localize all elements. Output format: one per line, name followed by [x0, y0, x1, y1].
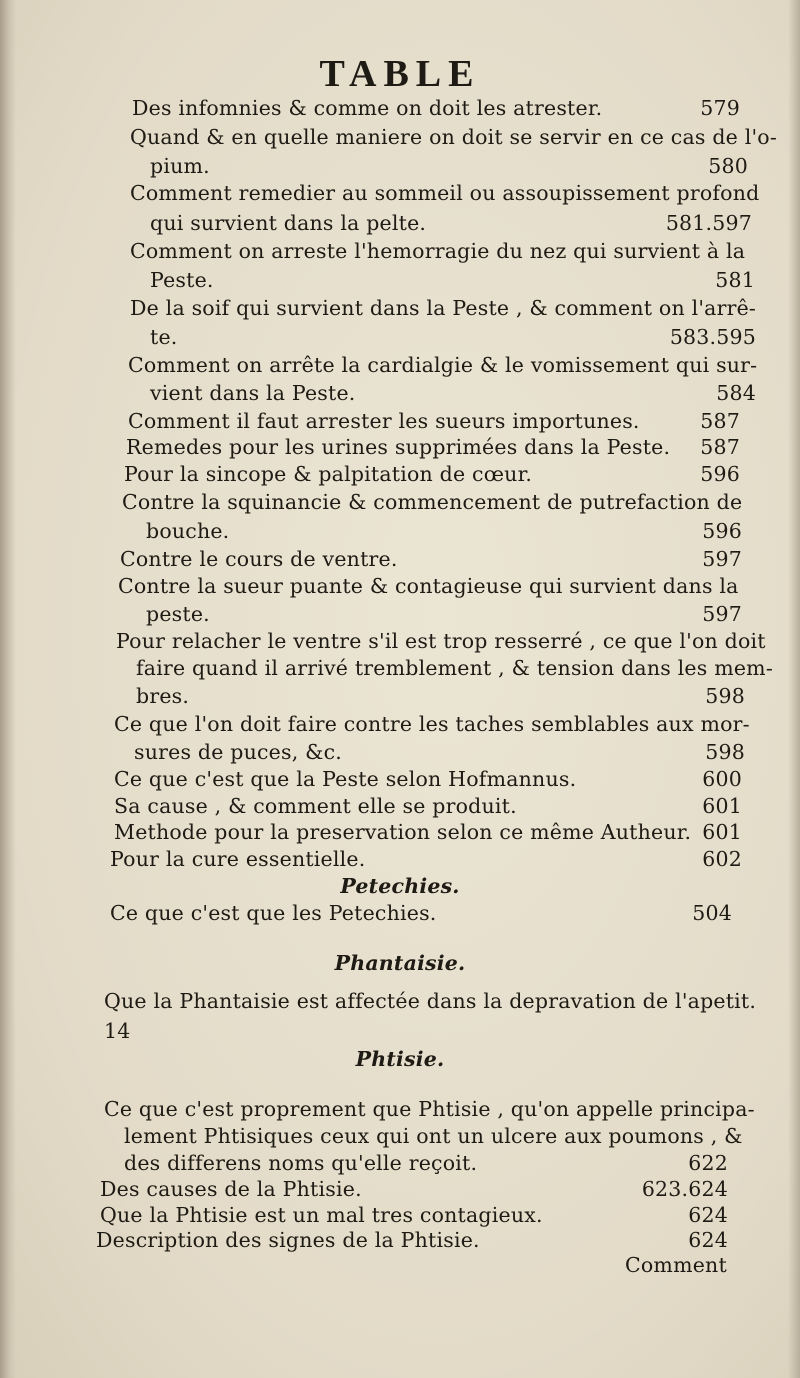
- section-page-number: 622: [688, 1151, 728, 1175]
- toc-page-number: 581: [715, 268, 755, 292]
- toc-page-number: 597: [702, 547, 742, 571]
- toc-entry-line: Contre le cours de ventre.: [120, 547, 398, 571]
- toc-page-number: 580: [708, 154, 748, 178]
- toc-page-number: 598: [705, 740, 745, 764]
- toc-page-number: 596: [700, 462, 740, 486]
- toc-entry-line: te.: [150, 325, 178, 349]
- toc-entry-line: Comment remedier au sommeil ou assoupissement profond: [130, 181, 760, 205]
- toc-entry-line: sures de puces, &c.: [134, 740, 342, 764]
- toc-page-number: 601: [702, 820, 742, 844]
- toc-entry-line: Ce que l'on doit faire contre les taches semblables aux mor-: [114, 712, 750, 736]
- section-entry-line: 14: [104, 1019, 131, 1043]
- section-entry-line: Ce que c'est que les Petechies.: [110, 901, 437, 925]
- toc-entry-line: Contre la squinancie & commencement de putrefaction de: [122, 490, 743, 514]
- toc-entry-line: Ce que c'est que la Peste selon Hofmannus.: [114, 767, 577, 791]
- toc-entry-line: Methode pour la preservation selon ce même Autheur.: [114, 820, 692, 844]
- toc-entry-line: Contre la sueur puante & contagieuse qui survient dans la: [118, 574, 739, 598]
- toc-entry-line: qui survient dans la pelte.: [150, 211, 427, 235]
- toc-entry-line: Comment on arrête la cardialgie & le vomissement qui sur-: [128, 353, 758, 377]
- section-entry-line: lement Phtisiques ceux qui ont un ulcere aux poumons , &: [124, 1124, 743, 1148]
- page-left-edge: [0, 0, 16, 1378]
- toc-entry-line: Pour relacher le ventre s'il est trop resserré , ce que l'on doit: [116, 629, 766, 653]
- catchword: Comment: [625, 1253, 727, 1277]
- section-page-number: 624: [688, 1228, 728, 1252]
- toc-page-number: 584: [716, 381, 756, 405]
- toc-entry-line: Sa cause , & comment elle se produit.: [114, 794, 517, 818]
- toc-entry-line: Comment il faut arrester les sueurs importunes.: [128, 409, 640, 433]
- section-entry-line: Ce que c'est proprement que Phtisie , qu'on appelle principa-: [104, 1097, 755, 1121]
- toc-page-number: 587: [700, 409, 740, 433]
- section-entry-line: Des causes de la Phtisie.: [100, 1177, 362, 1201]
- section-page-number: 624: [688, 1203, 728, 1227]
- toc-entry-line: Comment on arreste l'hemorragie du nez qui survient à la: [130, 239, 746, 263]
- toc-entry-line: bouche.: [146, 519, 230, 543]
- toc-page-number: 579: [700, 96, 740, 120]
- toc-page-number: 601: [702, 794, 742, 818]
- toc-page-number: 583.595: [669, 325, 756, 349]
- toc-entry-line: Quand & en quelle maniere on doit se servir en ce cas de l'o-: [130, 125, 777, 149]
- toc-entry-line: Pour la cure essentielle.: [110, 847, 366, 871]
- section-entry-line: Description des signes de la Phtisie.: [96, 1228, 480, 1252]
- toc-page-number: 600: [702, 767, 742, 791]
- section-heading: Petechies.: [340, 874, 460, 898]
- toc-page-number: 598: [705, 684, 745, 708]
- section-heading: Phantaisie.: [334, 951, 466, 975]
- toc-page-number: 596: [702, 519, 742, 543]
- toc-entry-line: Des infomnies & comme on doit les atrester.: [132, 96, 603, 120]
- toc-page-number: 587: [700, 435, 740, 459]
- toc-entry-line: pium.: [150, 154, 210, 178]
- toc-page-number: 581.597: [665, 211, 752, 235]
- toc-entry-line: faire quand il arrivé tremblement , & tension dans les mem-: [136, 656, 773, 680]
- toc-entry-line: vient dans la Peste.: [150, 381, 356, 405]
- section-entry-line: Que la Phtisie est un mal tres contagieux.: [100, 1203, 543, 1227]
- toc-entry-line: Remedes pour les urines supprimées dans la Peste.: [126, 435, 671, 459]
- toc-page-number: 597: [702, 602, 742, 626]
- section-page-number: 504: [692, 901, 732, 925]
- section-page-number: 623.624: [641, 1177, 728, 1201]
- toc-page-number: 602: [702, 847, 742, 871]
- page-right-edge: [788, 0, 800, 1378]
- toc-entry-line: Pour la sincope & palpitation de cœur.: [124, 462, 533, 486]
- section-entry-line: Que la Phantaisie est affectée dans la depravation de l'apetit.: [104, 989, 757, 1013]
- toc-entry-line: De la soif qui survient dans la Peste , & comment on l'arrê-: [130, 296, 757, 320]
- running-header: TABLE: [319, 53, 481, 95]
- section-heading: Phtisie.: [355, 1047, 445, 1071]
- toc-entry-line: Peste.: [150, 268, 214, 292]
- toc-entry-line: peste.: [146, 602, 210, 626]
- toc-entry-line: bres.: [136, 684, 190, 708]
- section-entry-line: des differens noms qu'elle reçoit.: [124, 1151, 478, 1175]
